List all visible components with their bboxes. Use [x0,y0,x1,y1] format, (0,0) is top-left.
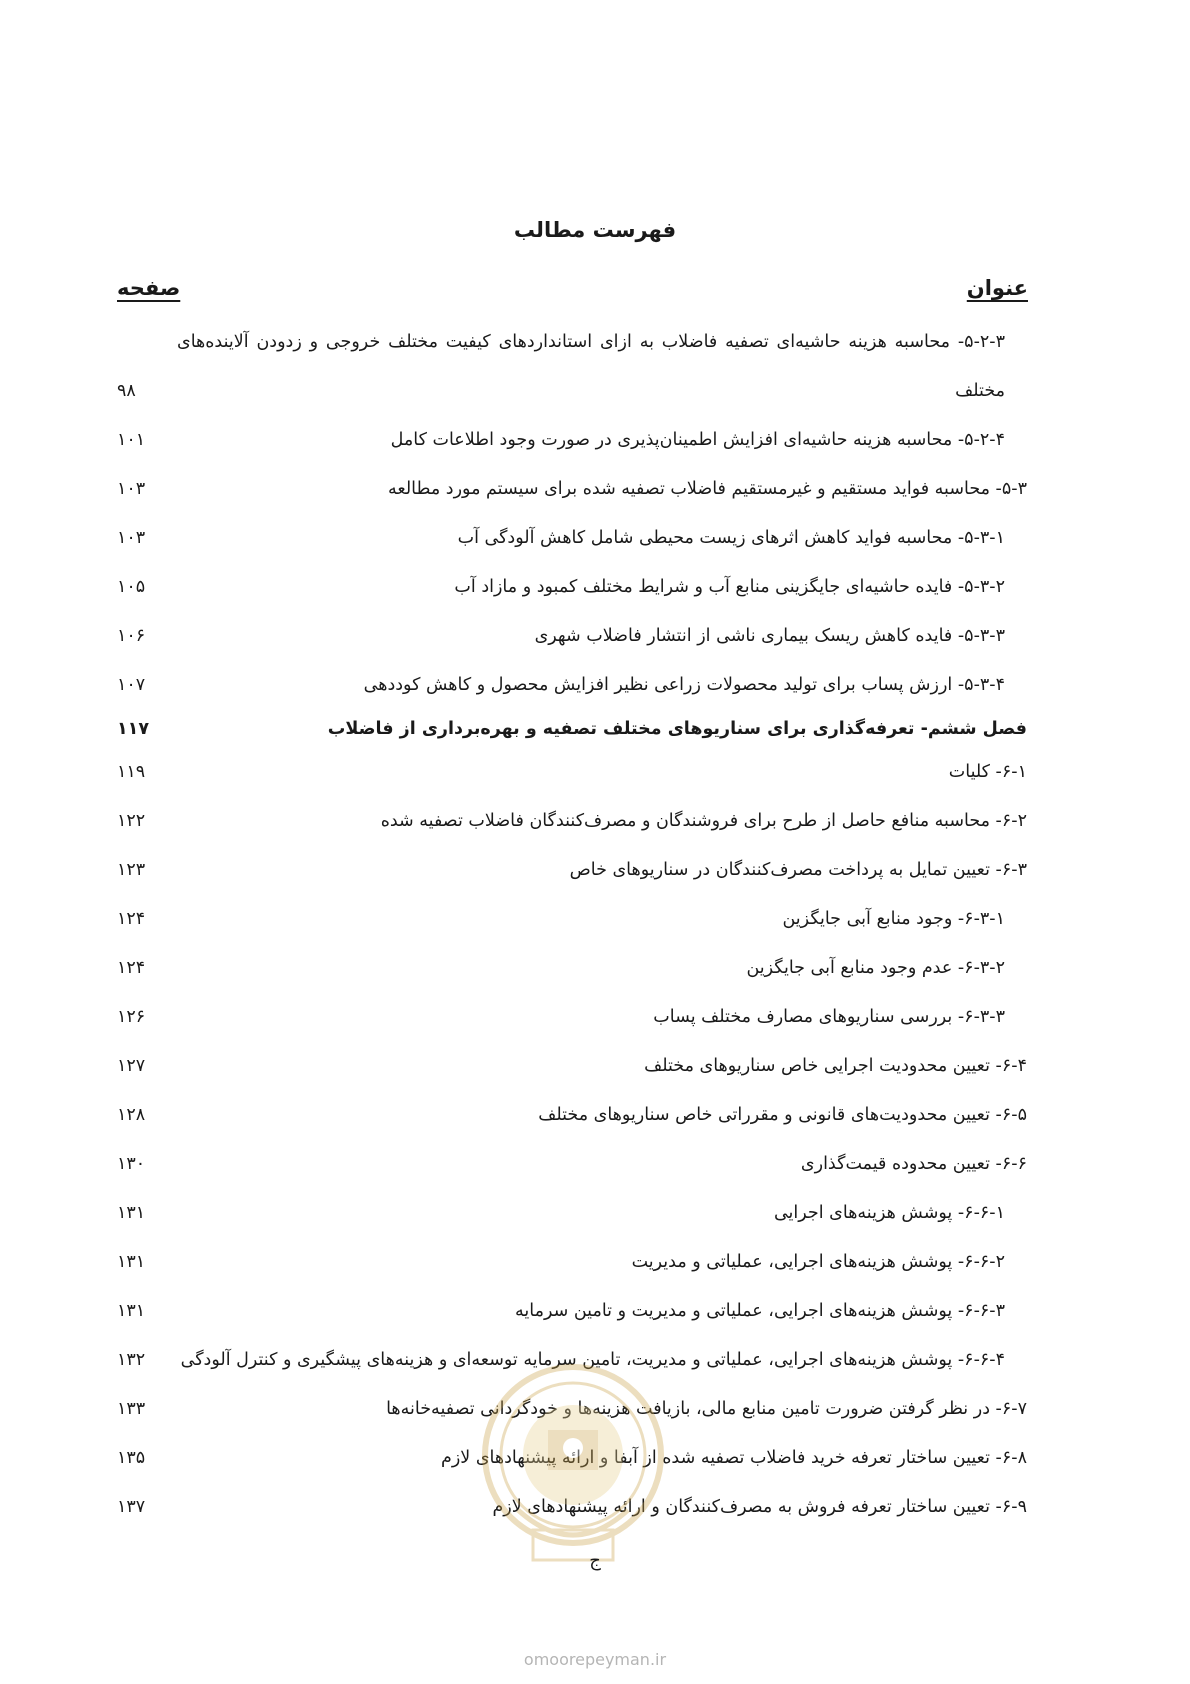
toc-entry-title: ۵-۳-۳- فایده کاهش ریسک بیماری ناشی از انتشار فاضلاب شهری [534,626,1005,646]
toc-entry[interactable] [117,1091,1027,1140]
toc-entry[interactable] [117,612,1027,661]
page-column-header: صفحه [117,276,181,300]
toc-entry-title: ۶-۲- محاسبه منافع حاصل از طرح برای فروشندگان و مصرف‌کنندگان فاضلاب تصفیه شده [380,811,1027,831]
toc-entry-page: ۱۳۰ [117,1154,146,1174]
toc-entry[interactable] [117,1189,1027,1238]
toc-entry[interactable] [117,1287,1027,1336]
toc-entry-title: ۶-۳- تعیین تمایل به پرداخت مصرف‌کنندگان در سناریوهای خاص [569,860,1027,880]
toc-entry-page: ۱۳۲ [117,1350,146,1370]
toc-entry[interactable] [117,748,1027,797]
toc-entry-title: ۵-۳- محاسبه فواید مستقیم و غیرمستقیم فاضلاب تصفیه شده برای سیستم مورد مطالعه [388,479,1027,499]
toc-entry-page: ۱۳۱ [117,1301,146,1321]
toc-entry-title: ۶-۶-۴- پوشش هزینه‌های اجرایی، عملیاتی و مدیریت، تامین سرمایه توسعه‌ای و هزینه‌های پیشگیری و کنترل آلودگی [180,1350,1005,1370]
toc-entry-page: ۱۰۳ [117,528,146,548]
toc-entry[interactable] [117,797,1027,846]
toc-entry-page: ۱۲۴ [117,909,146,929]
page-number: ج [589,1550,601,1571]
toc-entry[interactable] [117,465,1027,514]
toc-entry[interactable] [117,563,1027,612]
toc-entry[interactable] [117,1238,1027,1287]
toc-entry-title: ۵-۲-۴- محاسبه هزینه حاشیه‌ای افزایش اطمینان‌پذیری در صورت وجود اطلاعات کامل [390,430,1005,450]
toc-entry-title: ۶-۴- تعیین محدودیت اجرایی خاص سناریوهای مختلف [644,1056,1027,1076]
toc-entry-title: ۵-۲-۳- محاسبه هزینه حاشیه‌ای تصفیه فاضلاب به ازای استانداردهای کیفیت مختلف خروجی و زدودن آلاینده‌های مختلف [177,332,1005,401]
toc-entry[interactable] [117,993,1027,1042]
toc-entry-page: ۹۸ [117,381,136,401]
toc-entry-title: ۶-۵- تعیین محدودیت‌های قانونی و مقرراتی خاص سناریوهای مختلف [538,1105,1027,1125]
toc-entry-title: ۶-۶-۳- پوشش هزینه‌های اجرایی، عملیاتی و مدیریت و تامین سرمایه [515,1301,1005,1321]
toc-entry-title: ۶-۳-۳- بررسی سناریوهای مصارف مختلف پساب [653,1007,1005,1027]
toc-entry-page: ۱۲۶ [117,1007,146,1027]
watermark-text: omoorepeyman.ir [523,1650,667,1669]
toc-entry-title: ۵-۳-۱- محاسبه فواید کاهش اثرهای زیست محیطی شامل کاهش آلودگی آب [457,528,1005,548]
toc-entry[interactable] [117,318,1027,416]
toc-entry-page: ۱۲۷ [117,1056,146,1076]
toc-entry-title: فصل ششم- تعرفه‌گذاری برای سناریوهای مختلف تصفیه و بهره‌برداری از فاضلاب [327,719,1027,739]
toc-entry[interactable] [117,1140,1027,1189]
toc-entry-page: ۱۳۷ [117,1497,146,1517]
toc-entry-page: ۱۳۳ [117,1399,146,1419]
toc-entry-title: ۶-۶-۱- پوشش هزینه‌های اجرایی [773,1203,1005,1223]
toc-entry-page: ۱۱۷ [117,719,150,739]
toc-entry-title: ۶-۷- در نظر گرفتن ضرورت تامین منابع مالی، بازیافت هزینه‌ها و خودگردانی تصفیه‌خانه‌ها [386,1399,1027,1419]
toc-entry-page: ۱۲۸ [117,1105,146,1125]
toc-entry-page: ۱۰۶ [117,626,146,646]
toc-entry[interactable] [117,514,1027,563]
toc-entry-title: ۶-۸- تعیین ساختار تعرفه خرید فاضلاب تصفیه شده از آبفا و ارائه پیشنهادهای لازم [441,1448,1027,1468]
toc-entry-title: ۶-۶-۲- پوشش هزینه‌های اجرایی، عملیاتی و مدیریت [631,1252,1005,1272]
toc-entry-page: ۱۲۴ [117,958,146,978]
toc-entry-page: ۱۰۵ [117,577,146,597]
toc-entry-title: ۶-۱- کلیات [948,762,1027,782]
toc-entry[interactable] [117,661,1027,710]
toc-entry[interactable] [117,416,1027,465]
toc-entry-page: ۱۰۱ [117,430,146,450]
toc-entry[interactable] [117,944,1027,993]
toc-chapter-entry[interactable] [117,710,1027,748]
toc-entry-page: ۱۲۲ [117,811,146,831]
toc-entry[interactable] [117,1042,1027,1091]
toc-entry-title: ۶-۳-۱- وجود منابع آبی جایگزین [782,909,1005,929]
toc-entry[interactable] [117,895,1027,944]
toc-entry-page: ۱۳۱ [117,1203,146,1223]
toc-entry-title: ۶-۶- تعیین محدوده قیمت‌گذاری [800,1154,1027,1174]
toc-entry-title: ۶-۹- تعیین ساختار تعرفه فروش به مصرف‌کنندگان و ارائه پیشنهادهای لازم [492,1497,1027,1517]
toc-entry[interactable] [117,846,1027,895]
page-title: فهرست مطالب [513,218,677,242]
toc-entry-title: ۶-۳-۲- عدم وجود منابع آبی جایگزین [746,958,1005,978]
toc-entry-page: ۱۳۵ [117,1448,146,1468]
toc-entry-page: ۱۱۹ [117,762,146,782]
toc-entry-title: ۵-۳-۴- ارزش پساب برای تولید محصولات زراعی نظیر افزایش محصول و کاهش کوددهی [363,675,1005,695]
toc-entry-title: ۵-۳-۲- فایده حاشیه‌ای جایگزینی منابع آب و شرایط مختلف کمبود و مازاد آب [454,577,1005,597]
toc-entry-page: ۱۳۱ [117,1252,146,1272]
table-of-contents [117,318,1027,1532]
toc-entry-page: ۱۰۳ [117,479,146,499]
title-column-header: عنوان [966,276,1028,300]
toc-entry-page: ۱۰۷ [117,675,146,695]
toc-entry-page: ۱۲۳ [117,860,146,880]
